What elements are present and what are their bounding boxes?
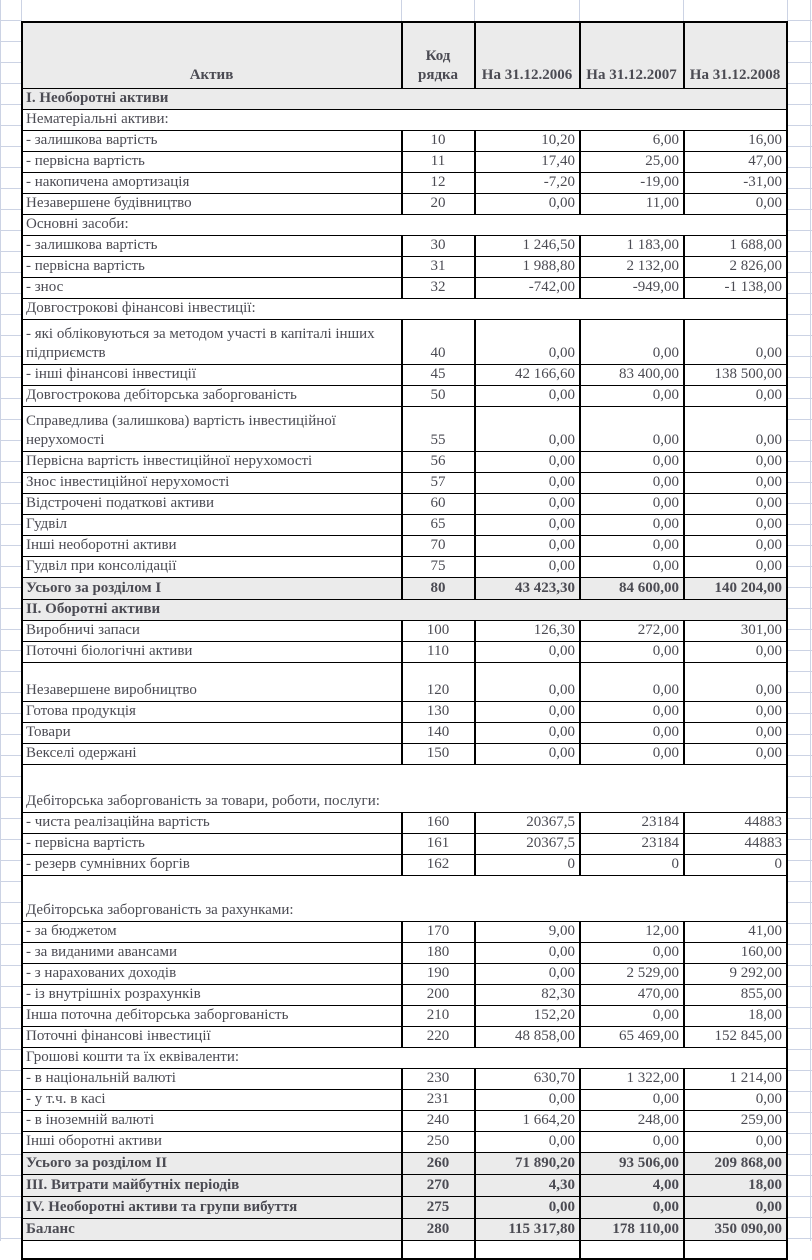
group-row: [22, 1047, 787, 1068]
item-row: [22, 1005, 787, 1026]
item-row: [22, 472, 787, 493]
item-row: [22, 385, 787, 406]
row-label: Дебіторська заборгованість за товари, роботи, послуги:: [22, 764, 787, 812]
value-2008: 350 090,00: [684, 1218, 787, 1240]
row-label: - з нарахованих доходів: [22, 963, 402, 984]
value-2006: 0,00: [475, 1196, 580, 1218]
row-label: Первісна вартість інвестиційної нерухомості: [22, 451, 402, 472]
item-row: [22, 833, 787, 854]
value-2007: 12,00: [580, 921, 684, 942]
row-label: Довгострокові фінансові інвестиції:: [22, 298, 787, 319]
row-label: Гудвіл: [22, 514, 402, 535]
row-code: 100: [402, 620, 475, 641]
value-2008: 855,00: [684, 984, 787, 1005]
value-2006: 10,20: [475, 130, 580, 151]
value-2006: 0,00: [475, 535, 580, 556]
row-code: 170: [402, 921, 475, 942]
group-row: [22, 109, 787, 130]
value-2008: 18,00: [684, 1174, 787, 1196]
row-label: - накопичена амортизація: [22, 172, 402, 193]
row-label: - первісна вартість: [22, 833, 402, 854]
value-2008: 16,00: [684, 130, 787, 151]
value-2006: 0,00: [475, 743, 580, 764]
value-2006: 9,00: [475, 921, 580, 942]
gridline: [474, 0, 475, 21]
value-2007: 0,00: [580, 1131, 684, 1152]
value-2008: 0,00: [684, 472, 787, 493]
row-label: - в національній валюті: [22, 1068, 402, 1089]
value-2006: 0,00: [475, 514, 580, 535]
row-code: 280: [402, 1218, 475, 1240]
value-2006: 0,00: [475, 493, 580, 514]
row-code: 161: [402, 833, 475, 854]
row-code: 30: [402, 235, 475, 256]
item-row: [22, 277, 787, 298]
item-row: [22, 854, 787, 875]
row-label: - первісна вартість: [22, 151, 402, 172]
value-2007: 0,00: [580, 743, 684, 764]
value-2006: 20367,5: [475, 812, 580, 833]
value-2006: -742,00: [475, 277, 580, 298]
row-code: 180: [402, 942, 475, 963]
row-label: IV. Необоротні активи та групи вибуття: [22, 1196, 402, 1218]
row-code: 10: [402, 130, 475, 151]
item-row: [22, 812, 787, 833]
row-label: Довгострокова дебіторська заборгованість: [22, 385, 402, 406]
item-row: [22, 942, 787, 963]
row-label: - чиста реалізаційна вартість: [22, 812, 402, 833]
value-2007: 2 529,00: [580, 963, 684, 984]
item-row: [22, 1068, 787, 1089]
item-row: [22, 701, 787, 722]
row-label: Грошові кошти та їх еквіваленти:: [22, 1047, 787, 1068]
row-label: Справедлива (залишкова) вартість інвестиційної нерухомості: [22, 406, 402, 451]
item-row: [22, 641, 787, 662]
row-code: 240: [402, 1110, 475, 1131]
row-label: - у т.ч. в касі: [22, 1089, 402, 1110]
value-2006: 0,00: [475, 963, 580, 984]
item-row: [22, 743, 787, 764]
item-row: [22, 193, 787, 214]
value-2007: 0,00: [580, 514, 684, 535]
total-row: [22, 577, 787, 599]
gridline: [810, 0, 811, 1241]
value-2007: 84 600,00: [580, 577, 684, 599]
item-row: [22, 256, 787, 277]
value-2006: 0,00: [475, 406, 580, 451]
value-2007: 23184: [580, 833, 684, 854]
item-row: [22, 151, 787, 172]
row-code: 31: [402, 256, 475, 277]
row-label: Усього за розділом II: [22, 1152, 402, 1174]
value-2006: 0,00: [475, 1089, 580, 1110]
value-2008: 9 292,00: [684, 963, 787, 984]
row-label: Інші оборотні активи: [22, 1131, 402, 1152]
value-2008: 0,00: [684, 193, 787, 214]
value-2008: 0: [684, 854, 787, 875]
header-row: [22, 22, 787, 88]
column-header-date-2006: На 31.12.2006: [475, 22, 580, 88]
value-2008: 0,00: [684, 641, 787, 662]
row-code: [402, 1240, 475, 1259]
value-2007: 83 400,00: [580, 364, 684, 385]
gridline: [683, 0, 684, 21]
row-code: 230: [402, 1068, 475, 1089]
section-row: [22, 599, 787, 620]
item-row: [22, 620, 787, 641]
item-row: [22, 1089, 787, 1110]
value-2006: 1 988,80: [475, 256, 580, 277]
row-label: Баланс: [22, 1218, 402, 1240]
item-row: [22, 235, 787, 256]
row-label: Поточні фінансові інвестиції: [22, 1026, 402, 1047]
value-2008: 0,00: [684, 535, 787, 556]
value-2007: 0: [580, 854, 684, 875]
value-2007: 25,00: [580, 151, 684, 172]
gridline: [21, 0, 22, 21]
row-code: 275: [402, 1196, 475, 1218]
row-code: 190: [402, 963, 475, 984]
value-2006: 0,00: [475, 942, 580, 963]
row-code: 150: [402, 743, 475, 764]
total-row: [22, 1196, 787, 1218]
value-2006: [475, 1240, 580, 1259]
row-code: 140: [402, 722, 475, 743]
value-2008: 209 868,00: [684, 1152, 787, 1174]
row-label: - в іноземній валюті: [22, 1110, 402, 1131]
value-2008: -1 138,00: [684, 277, 787, 298]
row-label: Знос інвестиційної нерухомості: [22, 472, 402, 493]
value-2008: 160,00: [684, 942, 787, 963]
column-header-row-code: Код рядка: [402, 22, 475, 88]
row-label: Інші необоротні активи: [22, 535, 402, 556]
row-label: Готова продукція: [22, 701, 402, 722]
value-2007: 0,00: [580, 472, 684, 493]
item-row: [22, 319, 787, 364]
item-row: [22, 172, 787, 193]
value-2006: 48 858,00: [475, 1026, 580, 1047]
row-label: - знос: [22, 277, 402, 298]
value-2006: 82,30: [475, 984, 580, 1005]
total-row: [22, 1218, 787, 1240]
total-row: [22, 1174, 787, 1196]
row-label: - за виданими авансами: [22, 942, 402, 963]
value-2006: 152,20: [475, 1005, 580, 1026]
gridline: [401, 0, 402, 21]
value-2007: 0,00: [580, 722, 684, 743]
empty-row: [22, 1240, 787, 1259]
row-code: 231: [402, 1089, 475, 1110]
row-label: Усього за розділом I: [22, 577, 402, 599]
column-header-date-2007: На 31.12.2007: [580, 22, 684, 88]
gridline: [0, 0, 1, 1241]
value-2007: 6,00: [580, 130, 684, 151]
value-2007: 0,00: [580, 319, 684, 364]
row-code: 70: [402, 535, 475, 556]
item-row: [22, 921, 787, 942]
table-body: [22, 88, 787, 1259]
row-code: 210: [402, 1005, 475, 1026]
value-2008: 138 500,00: [684, 364, 787, 385]
value-2008: 1 214,00: [684, 1068, 787, 1089]
value-2006: 0,00: [475, 641, 580, 662]
row-code: 200: [402, 984, 475, 1005]
row-code: 40: [402, 319, 475, 364]
row-code: 110: [402, 641, 475, 662]
value-2006: 0,00: [475, 722, 580, 743]
row-code: 270: [402, 1174, 475, 1196]
value-2006: 71 890,20: [475, 1152, 580, 1174]
row-label: Виробничі запаси: [22, 620, 402, 641]
row-code: 250: [402, 1131, 475, 1152]
value-2008: 140 204,00: [684, 577, 787, 599]
value-2006: 43 423,30: [475, 577, 580, 599]
value-2008: 0,00: [684, 662, 787, 701]
row-label: Інша поточна дебіторська заборгованість: [22, 1005, 402, 1026]
item-row: [22, 1131, 787, 1152]
row-label: Незавершене виробництво: [22, 662, 402, 701]
item-row: [22, 406, 787, 451]
value-2007: 0,00: [580, 556, 684, 577]
value-2007: 1 322,00: [580, 1068, 684, 1089]
item-row: [22, 364, 787, 385]
value-2008: -31,00: [684, 172, 787, 193]
value-2008: 0,00: [684, 1089, 787, 1110]
value-2006: 42 166,60: [475, 364, 580, 385]
value-2007: 0,00: [580, 641, 684, 662]
item-row: [22, 535, 787, 556]
value-2007: 0,00: [580, 406, 684, 451]
value-2006: 0,00: [475, 193, 580, 214]
value-2007: 0,00: [580, 535, 684, 556]
group-row: [22, 214, 787, 235]
value-2007: 2 132,00: [580, 256, 684, 277]
value-2007: 93 506,00: [580, 1152, 684, 1174]
row-label: [22, 1240, 402, 1259]
group-row: [22, 764, 787, 812]
row-label: Поточні біологічні активи: [22, 641, 402, 662]
gridline: [579, 0, 580, 21]
row-label: - резерв сумнівних боргів: [22, 854, 402, 875]
row-code: 12: [402, 172, 475, 193]
row-code: 56: [402, 451, 475, 472]
row-code: 80: [402, 577, 475, 599]
value-2007: 23184: [580, 812, 684, 833]
row-label: - первісна вартість: [22, 256, 402, 277]
balance-sheet-table: [21, 21, 788, 1260]
value-2006: 17,40: [475, 151, 580, 172]
row-label: - які обліковуються за методом участі в капіталі інших підприємств: [22, 319, 402, 364]
value-2007: 178 110,00: [580, 1218, 684, 1240]
value-2006: 0,00: [475, 451, 580, 472]
value-2007: 0,00: [580, 1005, 684, 1026]
column-header-asset: Актив: [22, 22, 402, 88]
value-2007: 4,00: [580, 1174, 684, 1196]
row-label: - інші фінансові інвестиції: [22, 364, 402, 385]
row-label: Дебіторська заборгованість за рахунками:: [22, 875, 787, 921]
value-2006: 0: [475, 854, 580, 875]
item-row: [22, 514, 787, 535]
value-2007: -19,00: [580, 172, 684, 193]
value-2007: 0,00: [580, 1089, 684, 1110]
value-2008: 259,00: [684, 1110, 787, 1131]
row-code: 45: [402, 364, 475, 385]
value-2008: 47,00: [684, 151, 787, 172]
value-2006: 0,00: [475, 662, 580, 701]
row-code: 75: [402, 556, 475, 577]
value-2006: -7,20: [475, 172, 580, 193]
value-2008: 0,00: [684, 319, 787, 364]
value-2007: 65 469,00: [580, 1026, 684, 1047]
row-code: 60: [402, 493, 475, 514]
value-2008: 0,00: [684, 1131, 787, 1152]
row-code: 32: [402, 277, 475, 298]
row-label: Незавершене будівництво: [22, 193, 402, 214]
value-2007: 0,00: [580, 1196, 684, 1218]
row-code: 55: [402, 406, 475, 451]
margin-gridlines-right: [788, 0, 812, 1241]
value-2006: 0,00: [475, 556, 580, 577]
column-header-date-2008: На 31.12.2008: [684, 22, 787, 88]
row-label: Основні засоби:: [22, 214, 787, 235]
row-code: 220: [402, 1026, 475, 1047]
value-2007: 0,00: [580, 942, 684, 963]
item-row: [22, 556, 787, 577]
row-label: - за бюджетом: [22, 921, 402, 942]
value-2008: 0,00: [684, 701, 787, 722]
value-2008: 0,00: [684, 722, 787, 743]
row-label: I. Необоротні активи: [22, 88, 787, 109]
value-2006: 0,00: [475, 1131, 580, 1152]
value-2008: 0,00: [684, 451, 787, 472]
value-2008: [684, 1240, 787, 1259]
value-2007: -949,00: [580, 277, 684, 298]
value-2006: 126,30: [475, 620, 580, 641]
value-2007: 0,00: [580, 662, 684, 701]
row-code: 57: [402, 472, 475, 493]
row-code: 11: [402, 151, 475, 172]
section-row: [22, 88, 787, 109]
row-label: - залишкова вартість: [22, 130, 402, 151]
value-2006: 630,70: [475, 1068, 580, 1089]
row-code: 20: [402, 193, 475, 214]
row-label: Товари: [22, 722, 402, 743]
row-label: - із внутрішніх розрахунків: [22, 984, 402, 1005]
row-label: - залишкова вартість: [22, 235, 402, 256]
value-2008: 0,00: [684, 514, 787, 535]
item-row: [22, 984, 787, 1005]
value-2008: 0,00: [684, 385, 787, 406]
item-row: [22, 130, 787, 151]
value-2008: 301,00: [684, 620, 787, 641]
value-2007: 0,00: [580, 385, 684, 406]
item-row: [22, 451, 787, 472]
value-2007: 1 183,00: [580, 235, 684, 256]
value-2008: 44883: [684, 812, 787, 833]
value-2008: 0,00: [684, 1196, 787, 1218]
group-row: [22, 875, 787, 921]
value-2007: 0,00: [580, 701, 684, 722]
value-2008: 18,00: [684, 1005, 787, 1026]
value-2006: 4,30: [475, 1174, 580, 1196]
value-2006: 0,00: [475, 472, 580, 493]
value-2008: 41,00: [684, 921, 787, 942]
value-2008: 0,00: [684, 493, 787, 514]
margin-gridlines-left: [0, 0, 21, 1241]
value-2008: 2 826,00: [684, 256, 787, 277]
item-row: [22, 722, 787, 743]
row-label: II. Оборотні активи: [22, 599, 787, 620]
value-2006: 115 317,80: [475, 1218, 580, 1240]
row-label: Векселі одержані: [22, 743, 402, 764]
value-2006: 20367,5: [475, 833, 580, 854]
value-2007: [580, 1240, 684, 1259]
item-row: [22, 1110, 787, 1131]
row-code: 162: [402, 854, 475, 875]
row-label: III. Витрати майбутніх періодів: [22, 1174, 402, 1196]
value-2007: 470,00: [580, 984, 684, 1005]
value-2007: 272,00: [580, 620, 684, 641]
value-2008: 1 688,00: [684, 235, 787, 256]
group-row: [22, 298, 787, 319]
item-row: [22, 493, 787, 514]
value-2007: 248,00: [580, 1110, 684, 1131]
item-row: [22, 963, 787, 984]
value-2007: 0,00: [580, 451, 684, 472]
value-2008: 0,00: [684, 743, 787, 764]
value-2006: 0,00: [475, 319, 580, 364]
value-2008: 44883: [684, 833, 787, 854]
row-code: 65: [402, 514, 475, 535]
row-code: 120: [402, 662, 475, 701]
value-2008: 152 845,00: [684, 1026, 787, 1047]
value-2007: 11,00: [580, 193, 684, 214]
item-row: [22, 1026, 787, 1047]
value-2007: 0,00: [580, 493, 684, 514]
value-2006: 0,00: [475, 701, 580, 722]
row-code: 50: [402, 385, 475, 406]
row-label: Нематеріальні активи:: [22, 109, 787, 130]
row-code: 130: [402, 701, 475, 722]
row-code: 160: [402, 812, 475, 833]
row-label: Відстрочені податкові активи: [22, 493, 402, 514]
value-2006: 0,00: [475, 385, 580, 406]
value-2006: 1 664,20: [475, 1110, 580, 1131]
row-label: Гудвіл при консолідації: [22, 556, 402, 577]
value-2008: 0,00: [684, 406, 787, 451]
value-2006: 1 246,50: [475, 235, 580, 256]
gridline: [787, 0, 788, 21]
item-row: [22, 662, 787, 701]
value-2008: 0,00: [684, 556, 787, 577]
total-row: [22, 1152, 787, 1174]
row-code: 260: [402, 1152, 475, 1174]
